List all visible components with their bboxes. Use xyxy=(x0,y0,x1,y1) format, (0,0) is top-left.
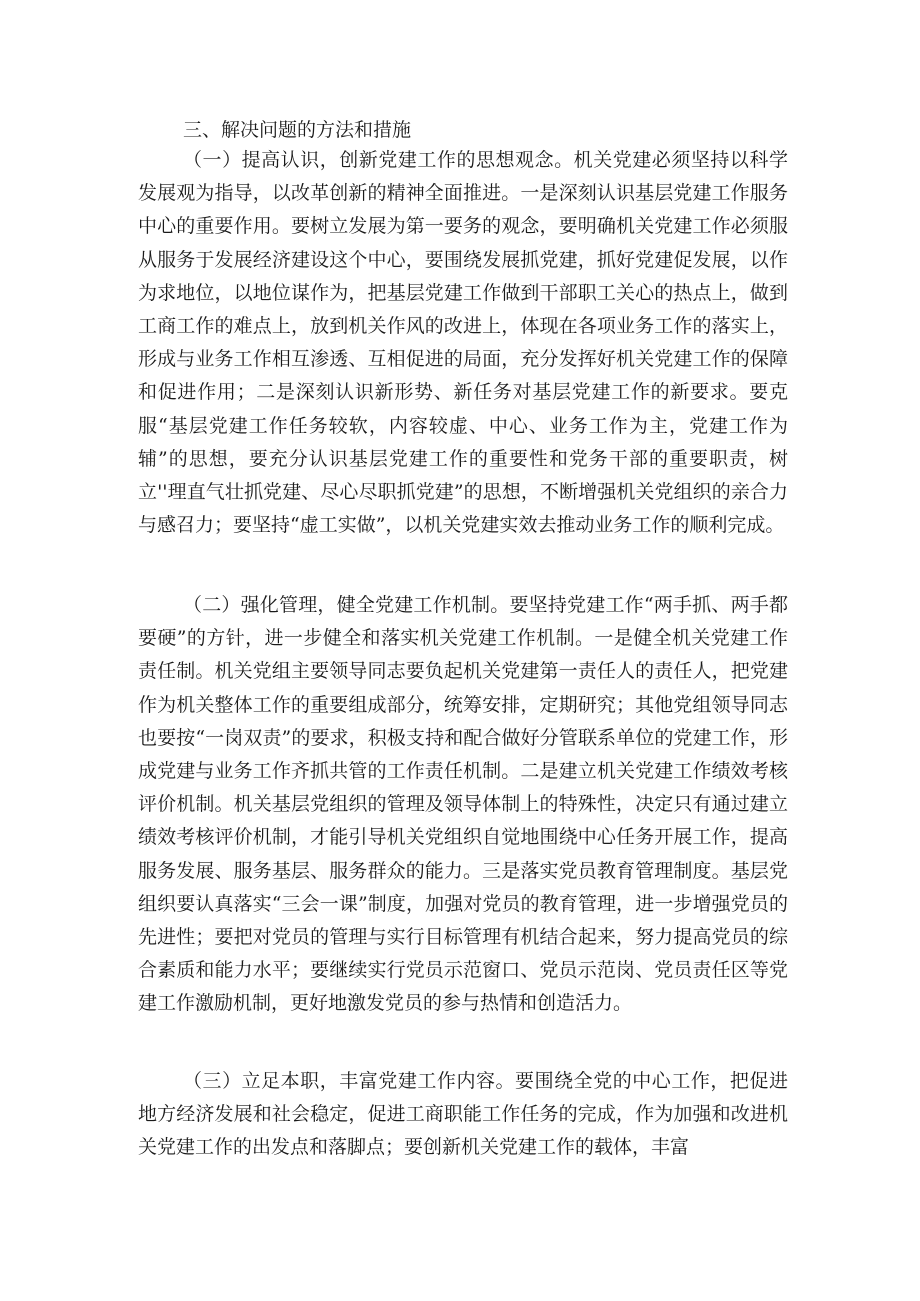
paragraph-1: （一）提高认识，创新党建工作的思想观念。机关党建必须坚持以科学发展观为指导，以改革创新的精神全面推进。一是深刻认识基层党建工作服务中心的重要作用。要树立发展为第一要务的观念，要明确机关党建工作必须服从服务于发展经济建设这个中心，要围绕发展抓党建，抓好党建促发展，以作为求地位，以地位谋作为，把基层党建工作做到干部职工关心的热点上，做到工商工作的难点上，放到机关作风的改进上，体现在各项业务工作的落实上，形成与业务工作相互渗透、互相促进的局面，充分发挥好机关党建工作的保障和促进作用；二是深刻认识新形势、新任务对基层党建工作的新要求。要克服“基层党建工作任务较软，内容较虚、中心、业务工作为主，党建工作为辅”的思想，要充分认识基层党建工作的重要性和党务干部的重要职责，树立''理直气壮抓党建、尽心尽职抓党建”的思想，不断增强机关党组织的亲合力与感召力；要坚持“虚工实做”，以机关党建实效去推动业务工作的顺利完成。 xyxy=(138,149,788,537)
section-heading: 三、解决问题的方法和措施 xyxy=(183,119,412,141)
paragraph-3: （三）立足本职，丰富党建工作内容。要围绕全党的中心工作，把促进地方经济发展和社会稳定，促进工商职能工作任务的完成，作为加强和改进机关党建工作的出发点和落脚点；要创新机关党建工作的载体，丰富 xyxy=(138,1070,788,1159)
paragraph-2: （二）强化管理，健全党建工作机制。要坚持党建工作“两手抓、两手都要硬”的方针，进一步健全和落实机关党建工作机制。一是健全机关党建工作责任制。机关党组主要领导同志要负起机关党建第一责任人的责任人，把党建作为机关整体工作的重要组成部分，统筹安排，定期研究；其他党组领导同志也要按“一岗双责”的要求，积极支持和配合做好分管联系单位的党建工作，形成党建与业务工作齐抓共管的工作责任机制。二是建立机关党建工作绩效考核评价机制。机关基层党组织的管理及领导体制上的特殊性，决定只有通过建立绩效考核评价机制，才能引导机关党组织自觉地围绕中心任务开展工作，提高服务发展、服务基层、服务群众的能力。三是落实党员教育管理制度。基层党组织要认真落实“三会一课”制度，加强对党员的教育管理，进一步增强党员的先进性；要把对党员的管理与实行目标管理有机结合起来，努力提高党员的综合素质和能力水平；要继续实行党员示范窗口、党员示范岗、党员责任区等党建工作激励机制，更好地激发党员的参与热情和创造活力。 xyxy=(138,594,788,1015)
